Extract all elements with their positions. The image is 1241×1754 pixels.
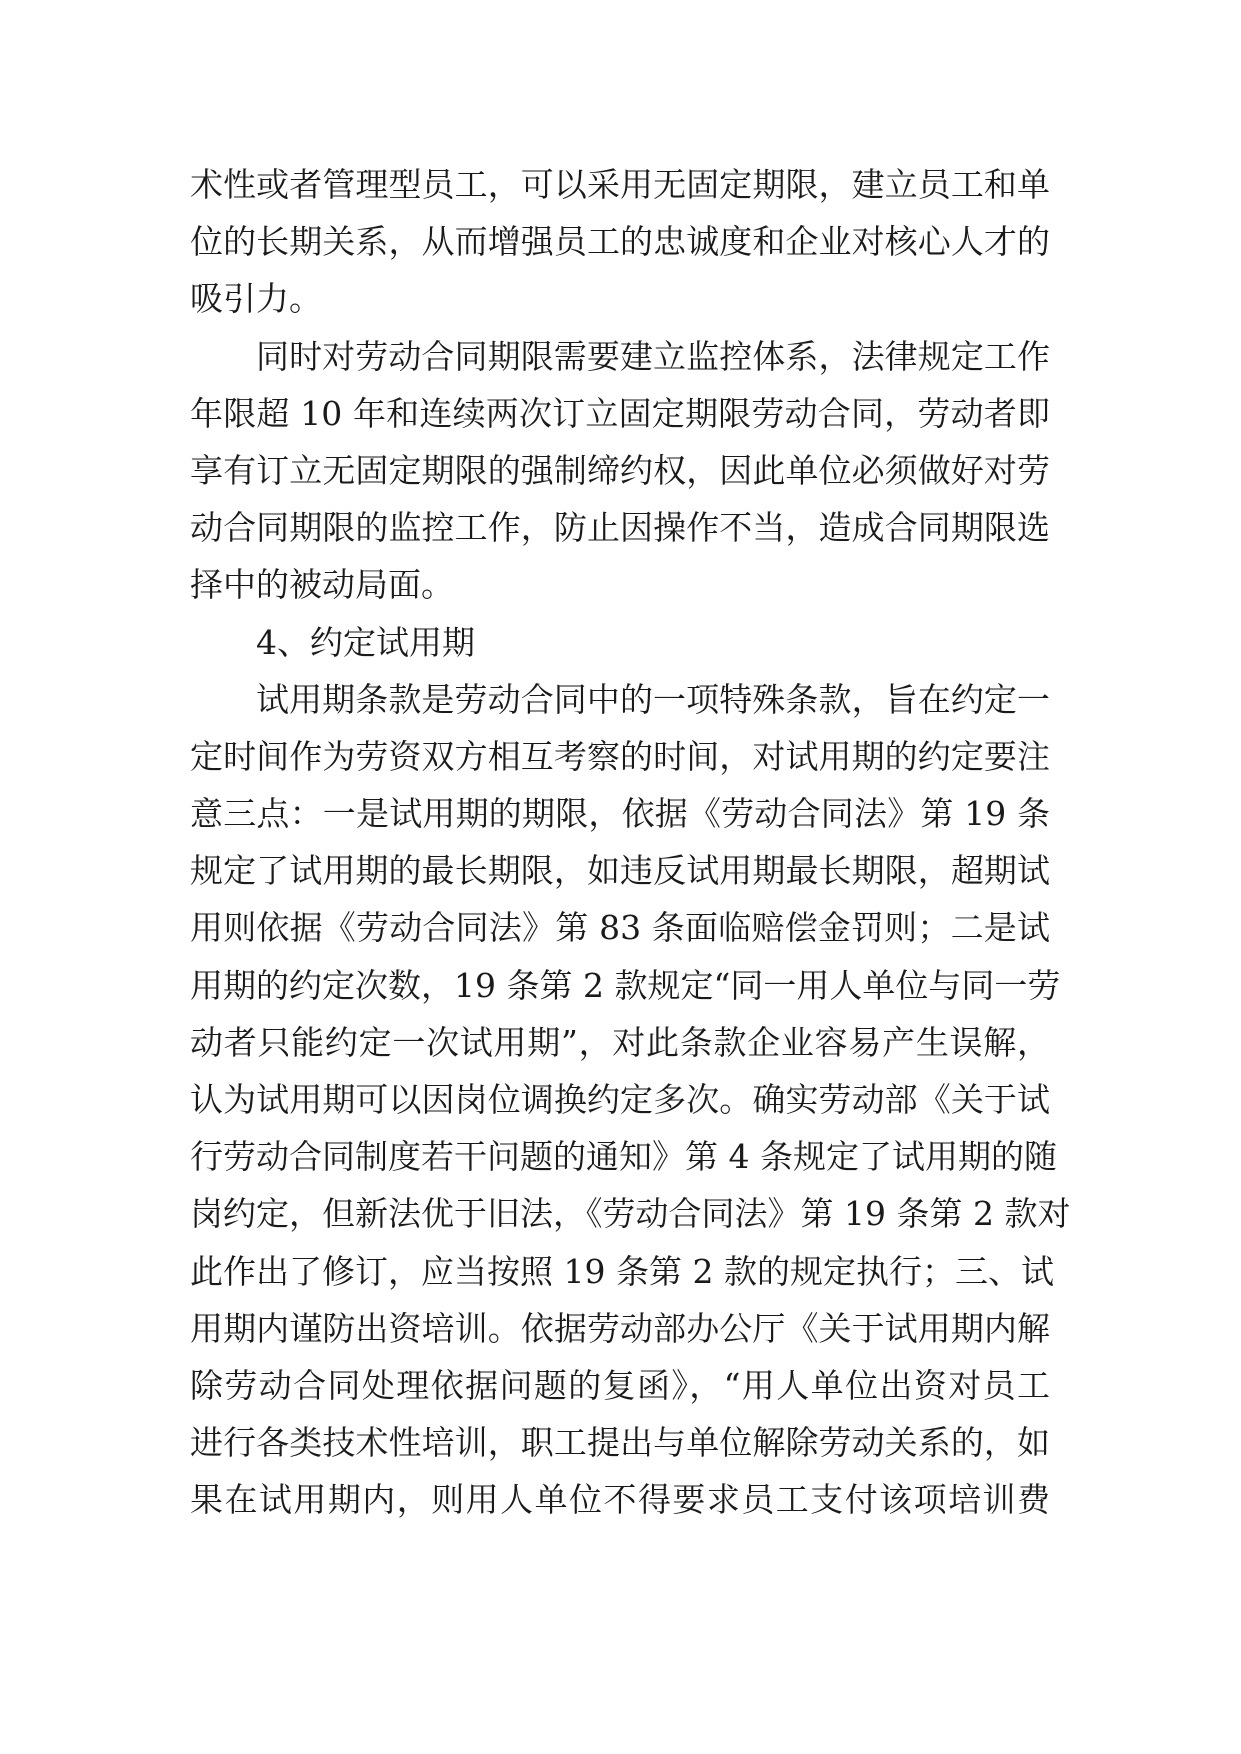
text-line: 除劳动合同处理依据问题的复函》，“用人单位出资对员工 — [190, 1365, 1050, 1405]
text-line: 此作出了修订，应当按照 19 条第 2 款的规定执行；三、试 — [190, 1251, 1054, 1291]
section-heading: 4、约定试用期 — [256, 622, 475, 662]
text-line: 意三点：一是试用期的期限，依据《劳动合同法》第 19 条 — [190, 794, 1050, 834]
text-line: 同时对劳动合同期限需要建立监控体系，法律规定工作 — [256, 336, 1050, 376]
text-line: 认为试用期可以因岗位调换约定多次。确实劳动部《关于试 — [190, 1080, 1050, 1119]
text-line: 用期内谨防出资培训。依据劳动部办公厅《关于试用期内解 — [190, 1308, 1050, 1348]
text-line: 术性或者管理型员工，可以采用无固定期限，建立员工和单 — [190, 165, 1050, 204]
text-line: 享有订立无固定期限的强制缔约权，因此单位必须做好对劳 — [190, 450, 1050, 490]
text-line: 动合同期限的监控工作，防止因操作不当，造成合同期限选 — [190, 508, 1050, 548]
text-line: 定时间作为劳资双方相互考察的时间，对试用期的约定要注 — [190, 736, 1050, 776]
text-line: 用期的约定次数，19 条第 2 款规定“同一用人单位与同一劳 — [190, 965, 1061, 1005]
text-line: 试用期条款是劳动合同中的一项特殊条款，旨在约定一 — [256, 679, 1050, 719]
text-line: 规定了试用期的最长期限，如违反试用期最长期限，超期试 — [190, 851, 1050, 891]
text-line: 行劳动合同制度若干问题的通知》第 4 条规定了试用期的随 — [190, 1137, 1057, 1177]
text-line: 动者只能约定一次试用期”，对此条款企业容易产生误解， — [190, 1022, 1050, 1062]
text-line: 位的长期关系，从而增强员工的忠诚度和企业对核心人才的 — [190, 222, 1050, 262]
text-line: 年限超 10 年和连续两次订立固定期限劳动合同，劳动者即 — [190, 393, 1050, 433]
text-line: 吸引力。 — [190, 279, 322, 319]
text-line: 择中的被动局面。 — [190, 565, 454, 605]
body-text — [190, 156, 1071, 1529]
text-line: 岗约定，但新法优于旧法，《劳动合同法》第 19 条第 2 款对 — [190, 1194, 1071, 1234]
text-line: 用则依据《劳动合同法》第 83 条面临赔偿金罚则；二是试 — [190, 908, 1050, 948]
text-line: 果在试用期内，则用人单位不得要求员工支付该项培训费 — [190, 1480, 1050, 1520]
text-line: 进行各类技术性培训，职工提出与单位解除劳动关系的，如 — [190, 1423, 1050, 1463]
